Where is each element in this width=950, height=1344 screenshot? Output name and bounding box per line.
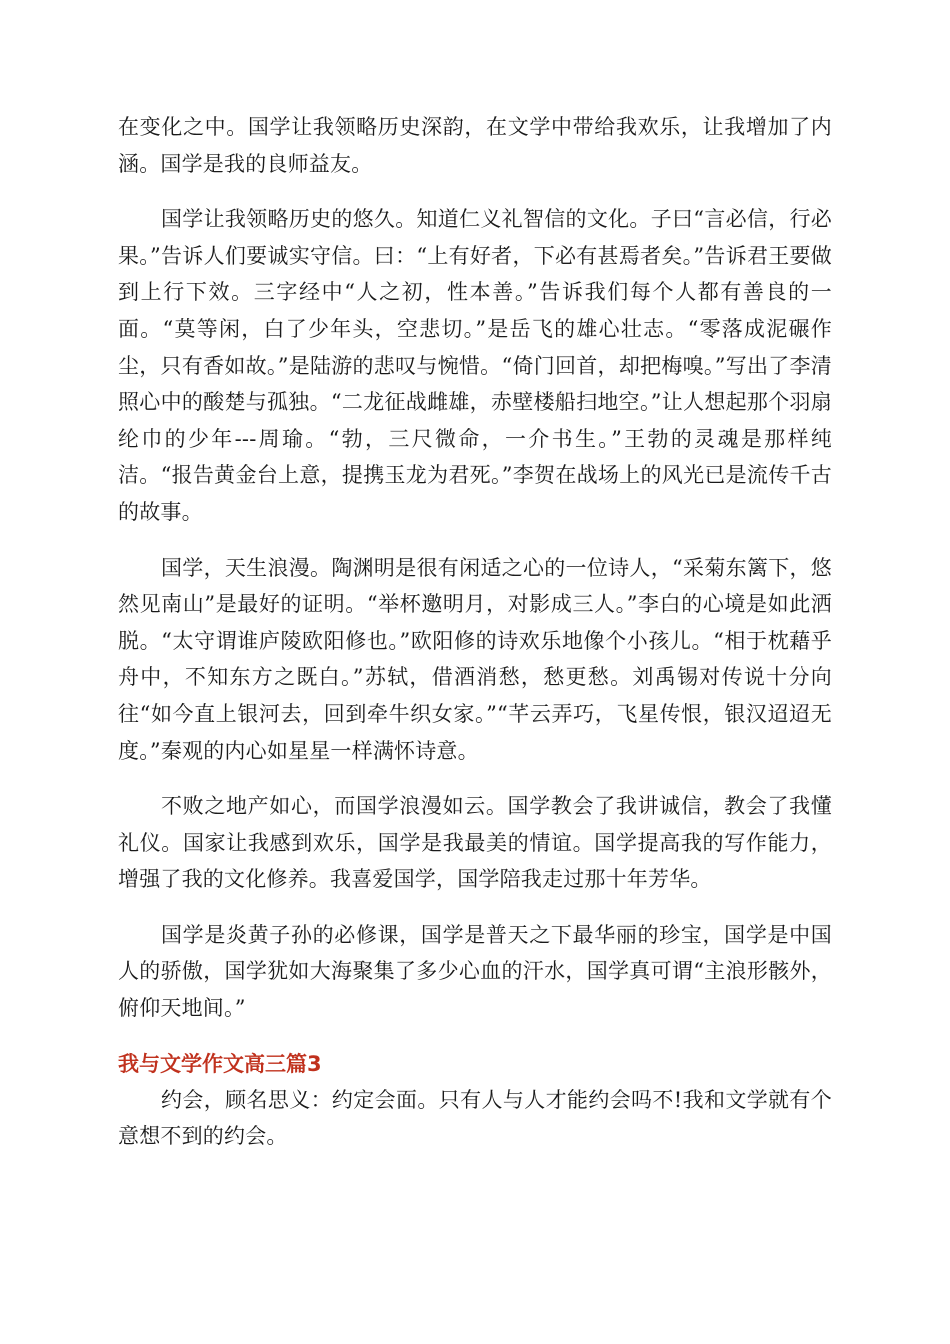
paragraph-conclusion: 国学是炎黄子孙的必修课，国学是普天之下最华丽的珍宝，国学是中国人的骄傲，国学犹如大海聚集了多少心血的汗水，国学真可谓“主浪形骸外，俯仰天地间。” [118, 922, 832, 1021]
paragraph-lessons: 不败之地产如心，而国学浪漫如云。国学教会了我讲诚信，教会了我懂礼仪。国家让我感到欢乐，国学是我最美的情谊。国学提高我的写作能力，增强了我的文化修养。我喜爱国学，国学陪我走过那十年芳华。 [118, 794, 832, 892]
paragraph-continuation: 在变化之中。国学让我领略历史深韵，在文学中带给我欢乐，让我增加了内涵。国学是我的良师益友。 [118, 115, 832, 176]
paragraph-appointment: 约会，顾名思义：约定会面。只有人与人才能约会吗不!我和文学就有个意想不到的约会。 [118, 1087, 832, 1149]
paragraph-history: 国学让我领略历史的悠久。知道仁义礼智信的文化。子曰“言必信，行必果。”告诉人们要诚实守信。曰：“上有好者，下必有甚焉者矣。”告诉君王要做到上行下效。三字经中“人之初，性本善。”告诉我们每个人都有善良的一面。“莫等闲，白了少年头，空悲切。”是岳飞的雄心壮志。“零落成泥碾作尘，只有香如故。”是陆游的悲叹与惋惜。“倚门回首，却把梅嗅。”写出了李清照心中的酸楚与孤独。“二龙征战雌雄，赤壁楼船扫地空。”让人想起那个羽扇纶巾的少年---周瑜。“勃，三尺微命，一介书生。”王勃的灵魂是那样纯洁。“报告黄金台上意，提携玉龙为君死。”李贺在战场上的风光已是流传千古的故事。 [118, 207, 832, 524]
paragraph-romance: 国学，天生浪漫。陶渊明是很有闲适之心的一位诗人，“采菊东篱下，悠然见南山”是最好的证明。“举杯邀明月，对影成三人。”李白的心境是如此洒脱。“太守谓谁庐陵欧阳修也。”欧阳修的诗欢乐地像个小孩儿。“相于枕藉乎舟中，不知东方之既白。”苏轼，借酒消愁，愁更愁。刘禹锡对传说十分向往“如今直上银河去，回到牵牛织女家。”“芊云弄巧，飞星传恨，银汉迢迢无度。”秦观的内心如星星一样满怀诗意。 [118, 555, 832, 763]
section-heading: 我与文学作文高三篇3 [118, 1051, 322, 1076]
